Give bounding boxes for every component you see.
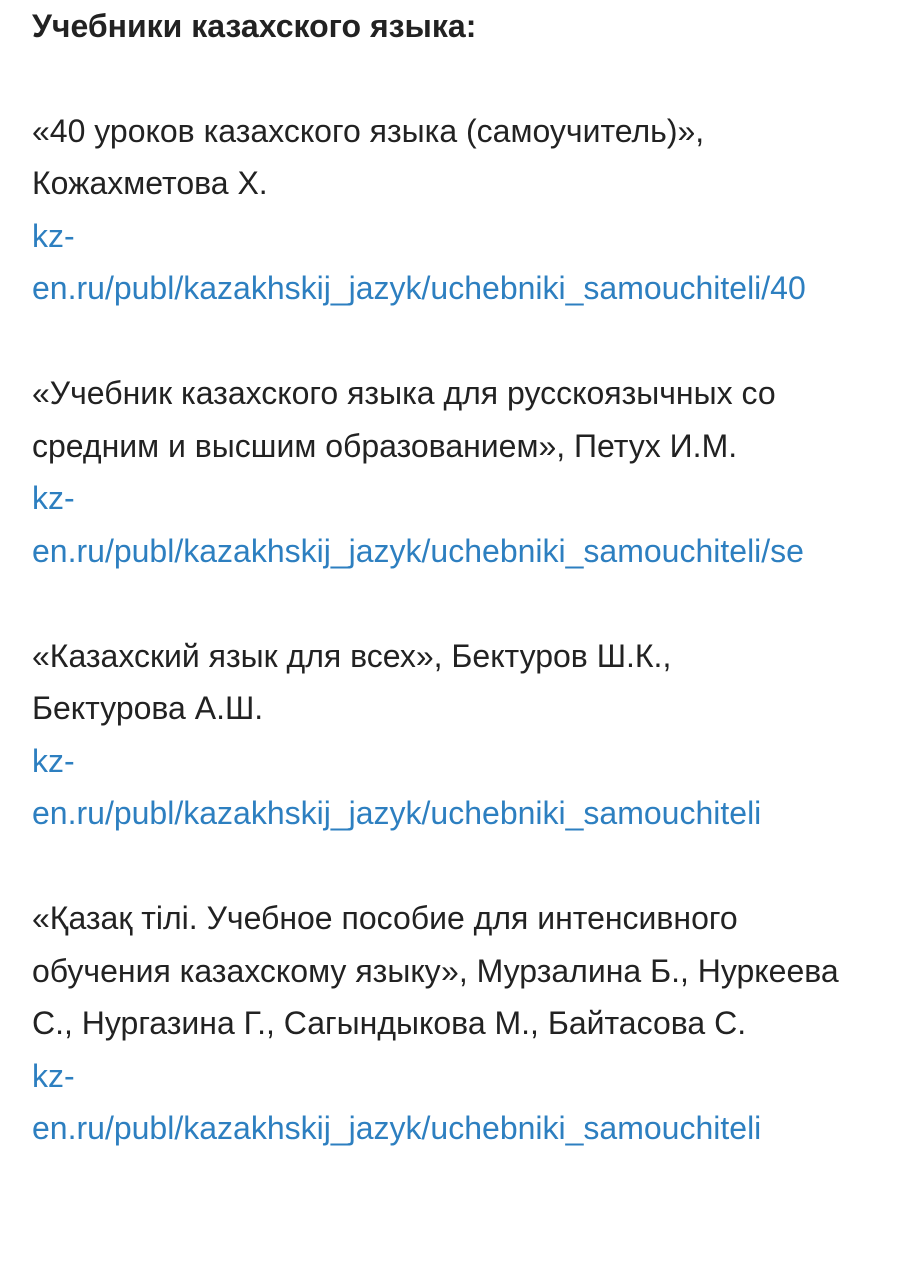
book-link-path[interactable]: en.ru/publ/kazakhskij_jazyk/uchebniki_samouchiteli/40 [32,270,806,306]
spacer [32,577,914,630]
book-link-prefix[interactable]: kz- [32,742,75,779]
book-title-author: «Учебник казахского языка для русскоязычных со средним и высшим образованием», Петух И.М. [32,375,776,464]
book-link-path[interactable]: en.ru/publ/kazakhskij_jazyk/uchebniki_samouchiteli [32,1110,762,1146]
book-link-prefix[interactable]: kz- [32,217,75,254]
spacer [32,315,914,368]
book-link-path[interactable]: en.ru/publ/kazakhskij_jazyk/uchebniki_samouchiteli [32,795,762,831]
spacer [32,840,914,893]
book-title-author: «Казахский язык для всех», Бектуров Ш.К., Бектурова А.Ш. [32,637,672,726]
book-link-prefix[interactable]: kz- [32,480,75,516]
book-link[interactable] [32,210,914,315]
book-title-author: «40 уроков казахского языка (самоучитель)», Кожахметова Х. [32,112,705,201]
book-entry [32,892,914,1155]
spacer [32,52,914,105]
book-link[interactable] [32,1050,914,1155]
book-link[interactable] [32,735,914,840]
book-title-author: «Қазақ тілі. Учебное пособие для интенсивного обучения казахскому языку», Мурзалина Б., Нуркеева С., Нургазина Г., Сагындыкова М., Байтасова С. [32,900,839,1041]
book-link-prefix[interactable]: kz- [32,1057,75,1094]
section-heading: Учебники казахского языка: [32,8,477,44]
book-link[interactable] [32,472,914,577]
book-entry [32,105,914,315]
book-entry [32,367,914,577]
book-entry [32,630,914,840]
book-link-path[interactable]: en.ru/publ/kazakhskij_jazyk/uchebniki_samouchiteli/se [32,532,804,569]
